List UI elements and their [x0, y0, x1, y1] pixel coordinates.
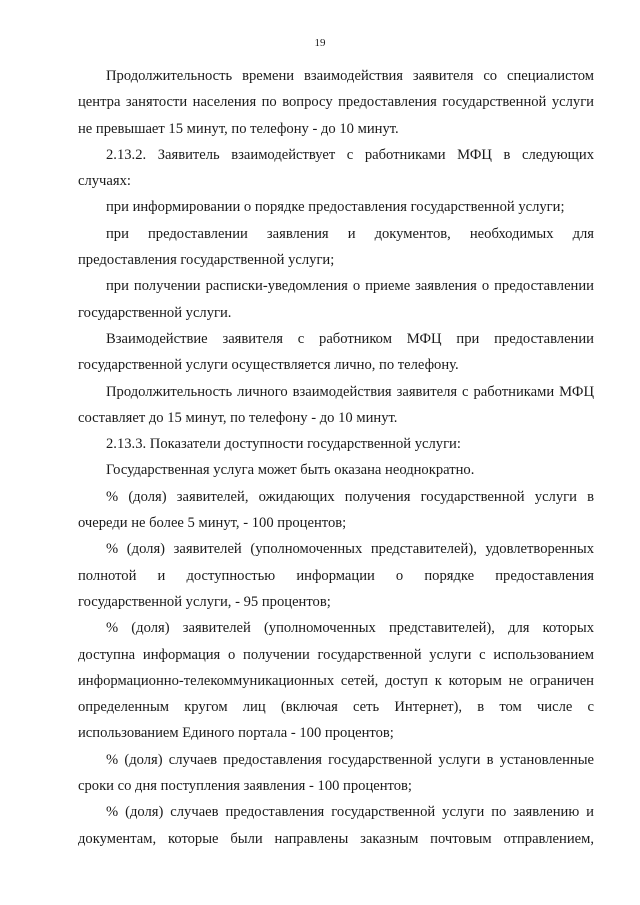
- paragraph-satisfied-share: % (доля) заявителей (уполномоченных представителей), удовлетворенных полнотой и доступностью информации о порядке предоставления государственной услуги, - 95 процентов;: [78, 541, 594, 610]
- paragraph-deadline-share: % (доля) случаев предоставления государственной услуги в установленные сроки со дня поступления заявления - 100 процентов;: [78, 751, 594, 795]
- paragraph-accessibility-heading: 2.13.3. Показатели доступности государственной услуги:: [106, 436, 461, 453]
- paragraph-repeatable-service: Государственная услуга может быть оказана неоднократно.: [106, 462, 475, 479]
- paragraph-informing: при информировании о порядке предоставления государственной услуги;: [106, 199, 565, 216]
- paragraph-submitting-documents: при предоставлении заявления и документов, необходимых для предоставления государственной услуги;: [78, 225, 594, 269]
- paragraph-specialist-duration: Продолжительность времени взаимодействия заявителя со специалистом центра занятости населения по вопросу предоставления государственной услуги не превышает 15 минут, по телефону - до 10 минут.: [78, 68, 594, 137]
- paragraph-mfc-duration: Продолжительность личного взаимодействия заявителя с работниками МФЦ составляет до 15 минут, по телефону - до 10 минут.: [78, 383, 594, 426]
- paragraph-receipt-notice: при получении расписки-уведомления о приеме заявления о предоставлении государственной услуги.: [78, 278, 594, 321]
- document-body: [78, 63, 594, 852]
- paragraph-mfc-cases: 2.13.2. Заявитель взаимодействует с работниками МФЦ в следующих случаях:: [78, 146, 594, 190]
- page-number: 19: [314, 37, 326, 49]
- paragraph-queue-share: % (доля) заявителей, ожидающих получения государственной услуги в очереди не более 5 минут, - 100 процентов;: [78, 488, 594, 532]
- paragraph-online-access-share: % (доля) заявителей (уполномоченных представителей), для которых доступна информация о получении государственной услуги с использованием информационно-телекоммуникационных сетей, доступ к которым не ограничен определенным кругом лиц (включая сеть Интернет), в том числе с использованием Единого портала - 100 процентов;: [78, 620, 594, 742]
- paragraph-postal-share: % (доля) случаев предоставления государственной услуги по заявлению и документам, которые были направлены заказным почтовым отправлением,: [78, 804, 594, 847]
- paragraph-interaction-mode: Взаимодействие заявителя с работником МФЦ при предоставлении государственной услуги осуществляется лично, по телефону.: [78, 330, 594, 374]
